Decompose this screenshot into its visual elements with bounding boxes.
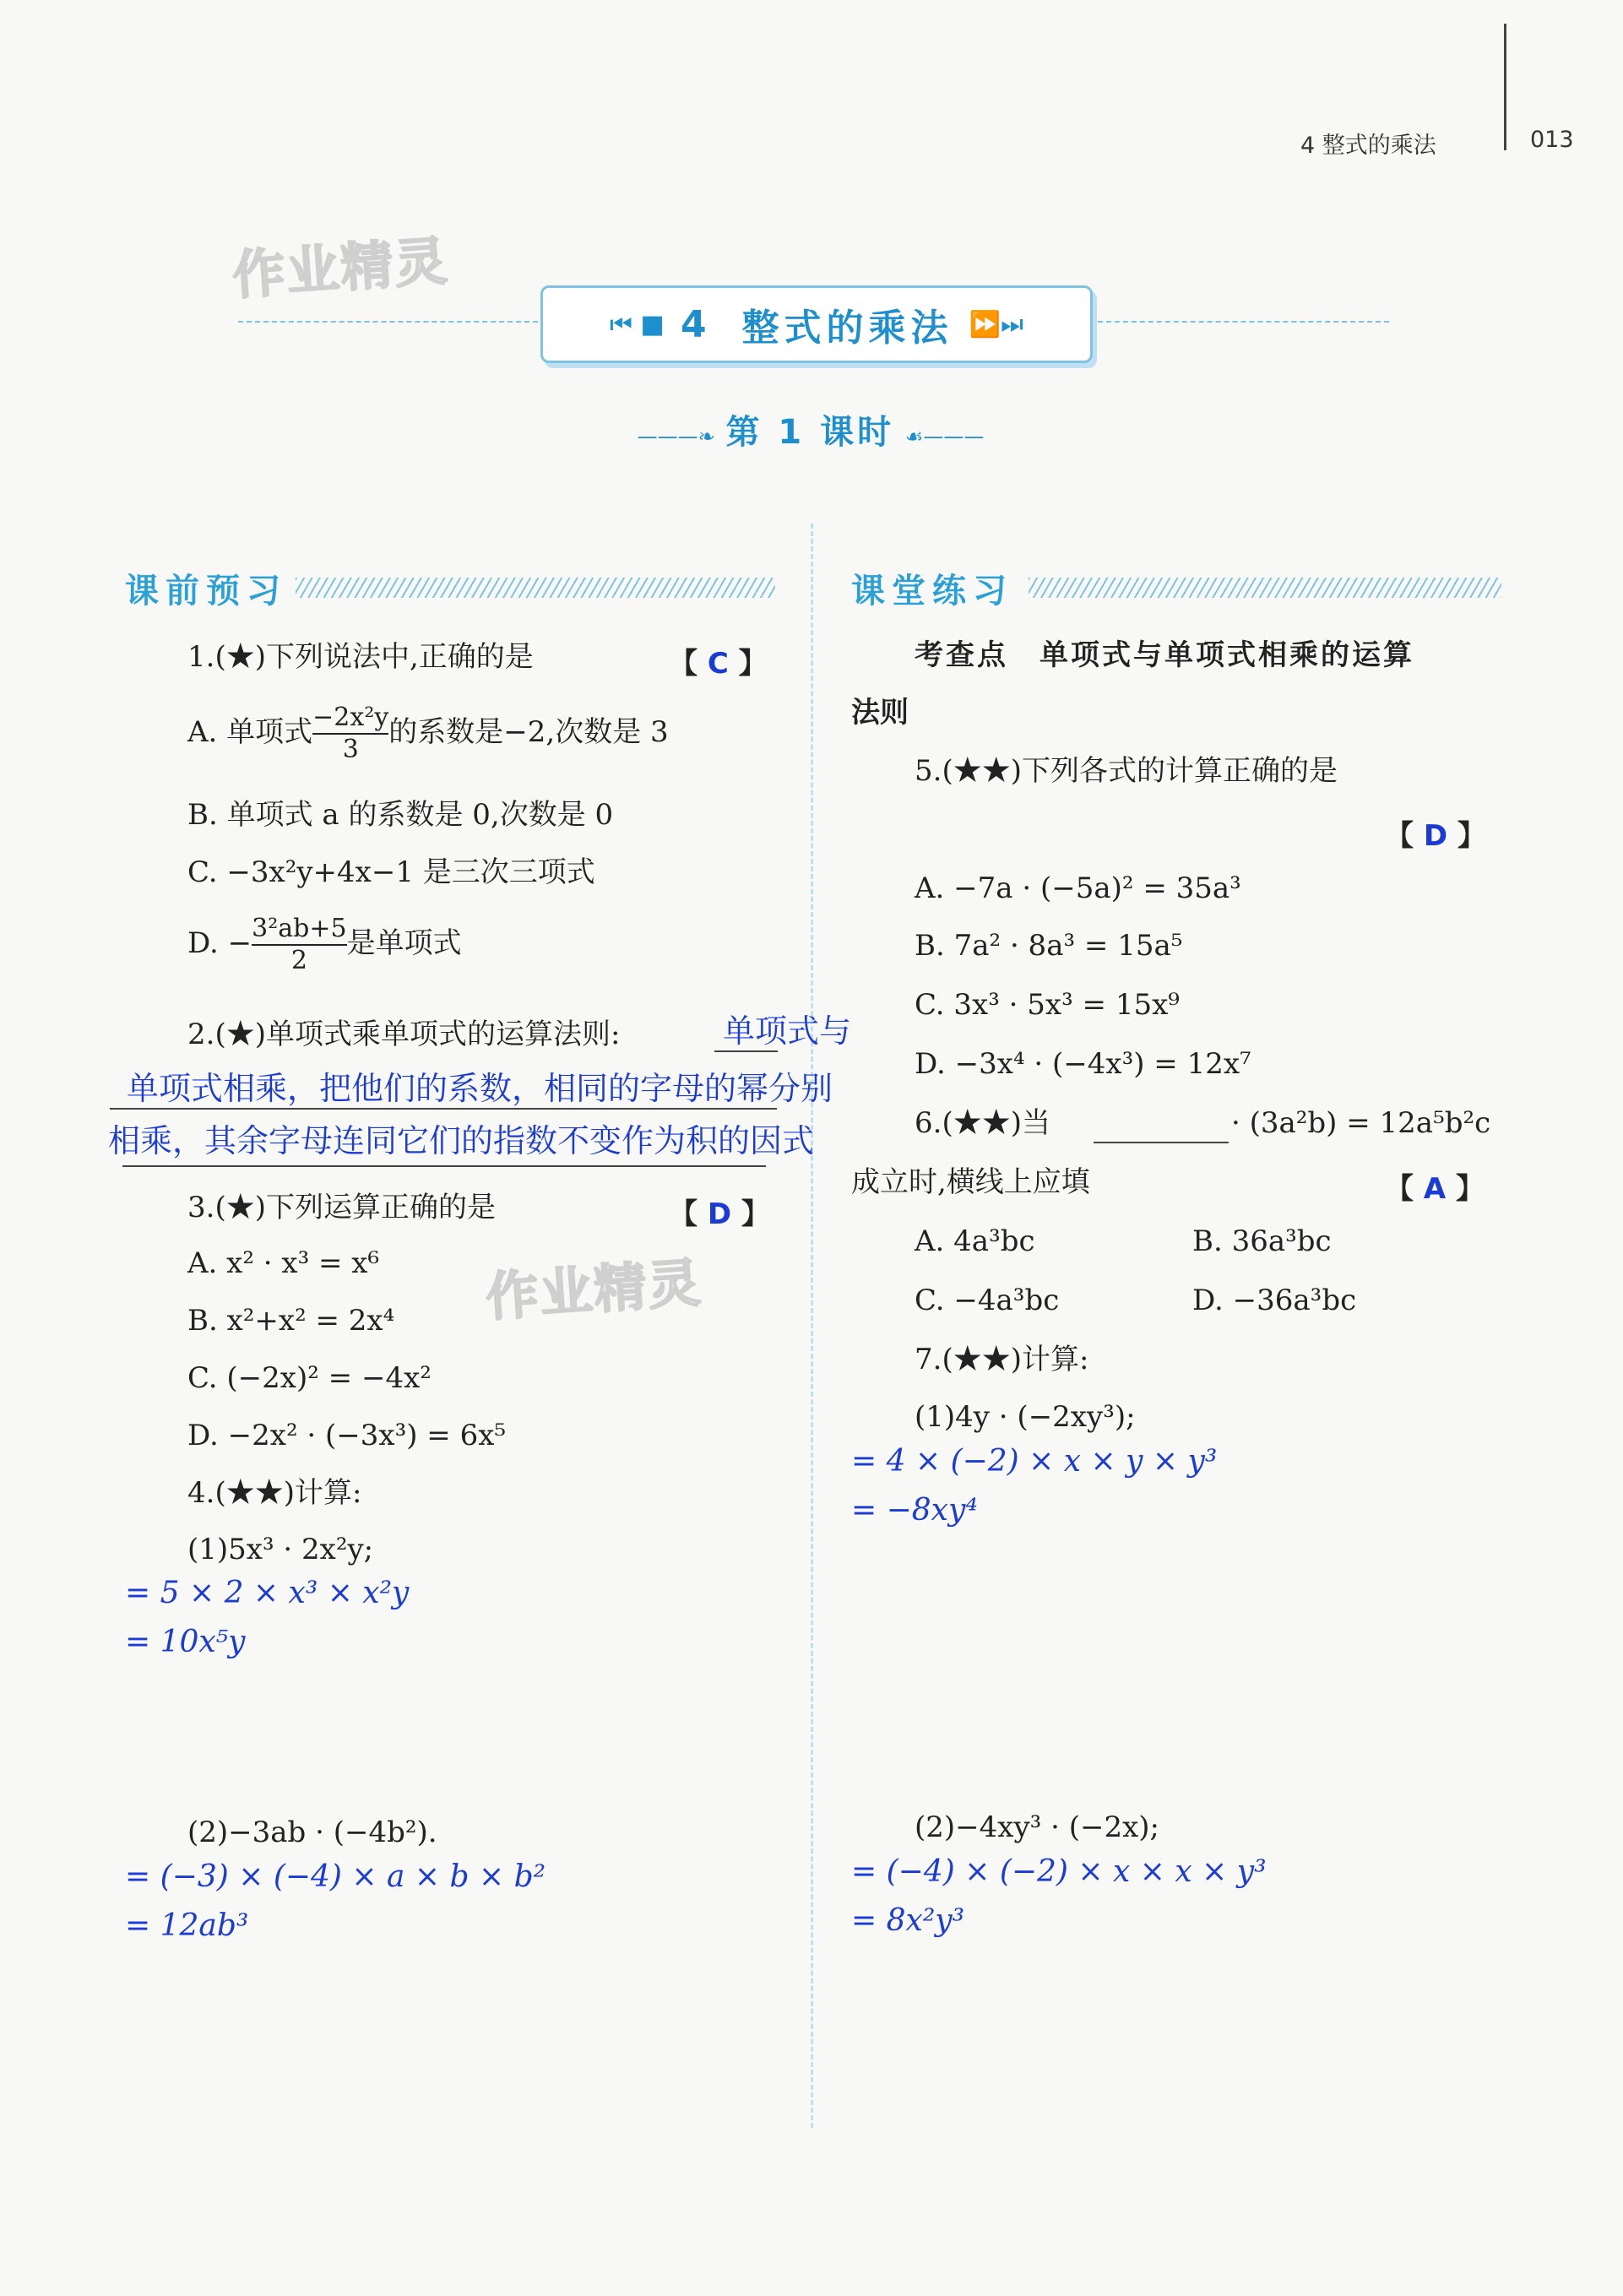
q6-stem-post: · (3a²b) = 12a⁵b²c [1231, 1106, 1491, 1140]
q1-answer-bracket: 【 C 】 [669, 647, 768, 681]
q5-option-b: B. 7a² · 8a³ = 15a⁵ [915, 929, 1183, 963]
q3-option-a: A. x² · x³ = x⁶ [187, 1246, 380, 1280]
q4-part2: (2)−3ab · (−4b²). [187, 1816, 437, 1849]
q1-stem: 1.(★)下列说法中,正确的是 [187, 640, 534, 674]
q5-option-d: D. −3x⁴ · (−4x³) = 12x⁷ [915, 1047, 1251, 1081]
q6-option-c: C. −4a³bc [915, 1284, 1060, 1317]
q1-option-b: B. 单项式 a 的系数是 0,次数是 0 [187, 798, 614, 832]
q2-answer-line1: 单项式与 [723, 1012, 852, 1050]
q6-option-b: B. 36a³bc [1192, 1224, 1332, 1258]
column-divider [811, 524, 813, 2128]
test-point-cont: 法则 [851, 696, 909, 730]
ornament-left-icon: ———❧ [637, 425, 722, 448]
q1-option-d: D. − $\frac{\text{3²ab+5}}{2}$ 是单项式 [187, 914, 462, 975]
chapter-title-box [540, 285, 1093, 363]
q3-option-c: C. (−2x)² = −4x² [187, 1361, 432, 1395]
q2-stem: 2.(★)单项式乘单项式的运算法则: [187, 1018, 621, 1051]
section-title-practice: 课堂练习 [851, 572, 1013, 611]
watermark: 作业精灵 [484, 1251, 704, 1328]
q4-part1-step1: = 5 × 2 × x³ × x²y [125, 1576, 410, 1610]
answer-underline [110, 1108, 777, 1110]
q3-option-d: D. −2x² · (−3x³) = 6x⁵ [187, 1419, 507, 1452]
ornament-right-icon: ☙——— [898, 425, 985, 448]
q7-part1: (1)4y · (−2xy³); [915, 1400, 1136, 1434]
q6-option-d: D. −36a³bc [1192, 1284, 1357, 1317]
q6-stem-line2: 成立时,横线上应填 [851, 1165, 1090, 1199]
chapter-header: 4 整式的乘法 [1300, 133, 1436, 159]
test-point: 考查点 单项式与单项式相乘的运算 [915, 638, 1414, 672]
q6-blank [1094, 1142, 1229, 1143]
q7-part2: (2)−4xy³ · (−2x); [915, 1810, 1159, 1844]
answer-underline [714, 1050, 778, 1052]
q7-part2-step1: = (−4) × (−2) × x × x × y³ [851, 1854, 1267, 1889]
q2-answer-line2: 单项式相乘，把他们的系数，相同的字母的幂分别 [127, 1070, 833, 1107]
q5-option-a: A. −7a · (−5a)² = 35a³ [915, 871, 1241, 905]
q6-option-a: A. 4a³bc [915, 1224, 1035, 1258]
rewind-icon: ⏮ ■ [609, 309, 681, 339]
q6-stem-pre: 6.(★★)当 [915, 1106, 1050, 1140]
q3-answer-bracket: 【 D 】 [669, 1197, 770, 1231]
q7-part1-step1: = 4 × (−2) × x × y × y³ [851, 1444, 1218, 1479]
section-hatch [1029, 578, 1501, 598]
fast-forward-icon: ⏩⏭ [953, 309, 1023, 339]
q4-stem: 4.(★★)计算: [187, 1476, 362, 1510]
q7-stem: 7.(★★)计算: [915, 1343, 1089, 1376]
q5-answer-bracket: 【 D 】 [1385, 819, 1486, 853]
page-number: 013 [1530, 127, 1574, 153]
q3-stem: 3.(★)下列运算正确的是 [187, 1191, 496, 1224]
q2-answer-line3: 相乘，其余字母连同它们的指数不变作为积的因式 [108, 1122, 815, 1159]
title-number: 4 [680, 302, 712, 346]
q5-option-c: C. 3x³ · 5x³ = 15x⁹ [915, 988, 1180, 1022]
q4-part1: (1)5x³ · 2x²y; [187, 1533, 374, 1566]
q4-part2-step1: = (−3) × (−4) × a × b × b² [125, 1859, 546, 1894]
lesson-title: ———❧ 第 1 课时 ☙——— [637, 413, 985, 452]
title-dash-right [1098, 321, 1389, 323]
q6-answer-bracket: 【 A 】 [1385, 1172, 1485, 1206]
section-title-preview: 课前预习 [125, 572, 287, 611]
title-dash-left [238, 321, 538, 323]
section-hatch [296, 578, 775, 598]
q5-stem: 5.(★★)下列各式的计算正确的是 [915, 754, 1338, 788]
q7-part2-step2: = 8x²y³ [851, 1903, 965, 1938]
watermark: 作业精灵 [231, 230, 451, 307]
q3-option-b: B. x²+x² = 2x⁴ [187, 1304, 395, 1338]
q4-part2-step2: = 12ab³ [125, 1908, 249, 1943]
answer-underline [122, 1165, 766, 1167]
q4-part1-step2: = 10x⁵y [125, 1625, 246, 1659]
title-text: 整式的乘法 [741, 307, 953, 350]
q1-option-a: A. 单项式 $\frac{\text{−2x²y}}{3}$ 的系数是−2,次数是 3 [187, 703, 669, 764]
q7-part1-step2: = −8xy⁴ [851, 1493, 978, 1528]
header-divider [1504, 24, 1506, 150]
q1-option-c: C. −3x²y+4x−1 是三次三项式 [187, 855, 595, 889]
